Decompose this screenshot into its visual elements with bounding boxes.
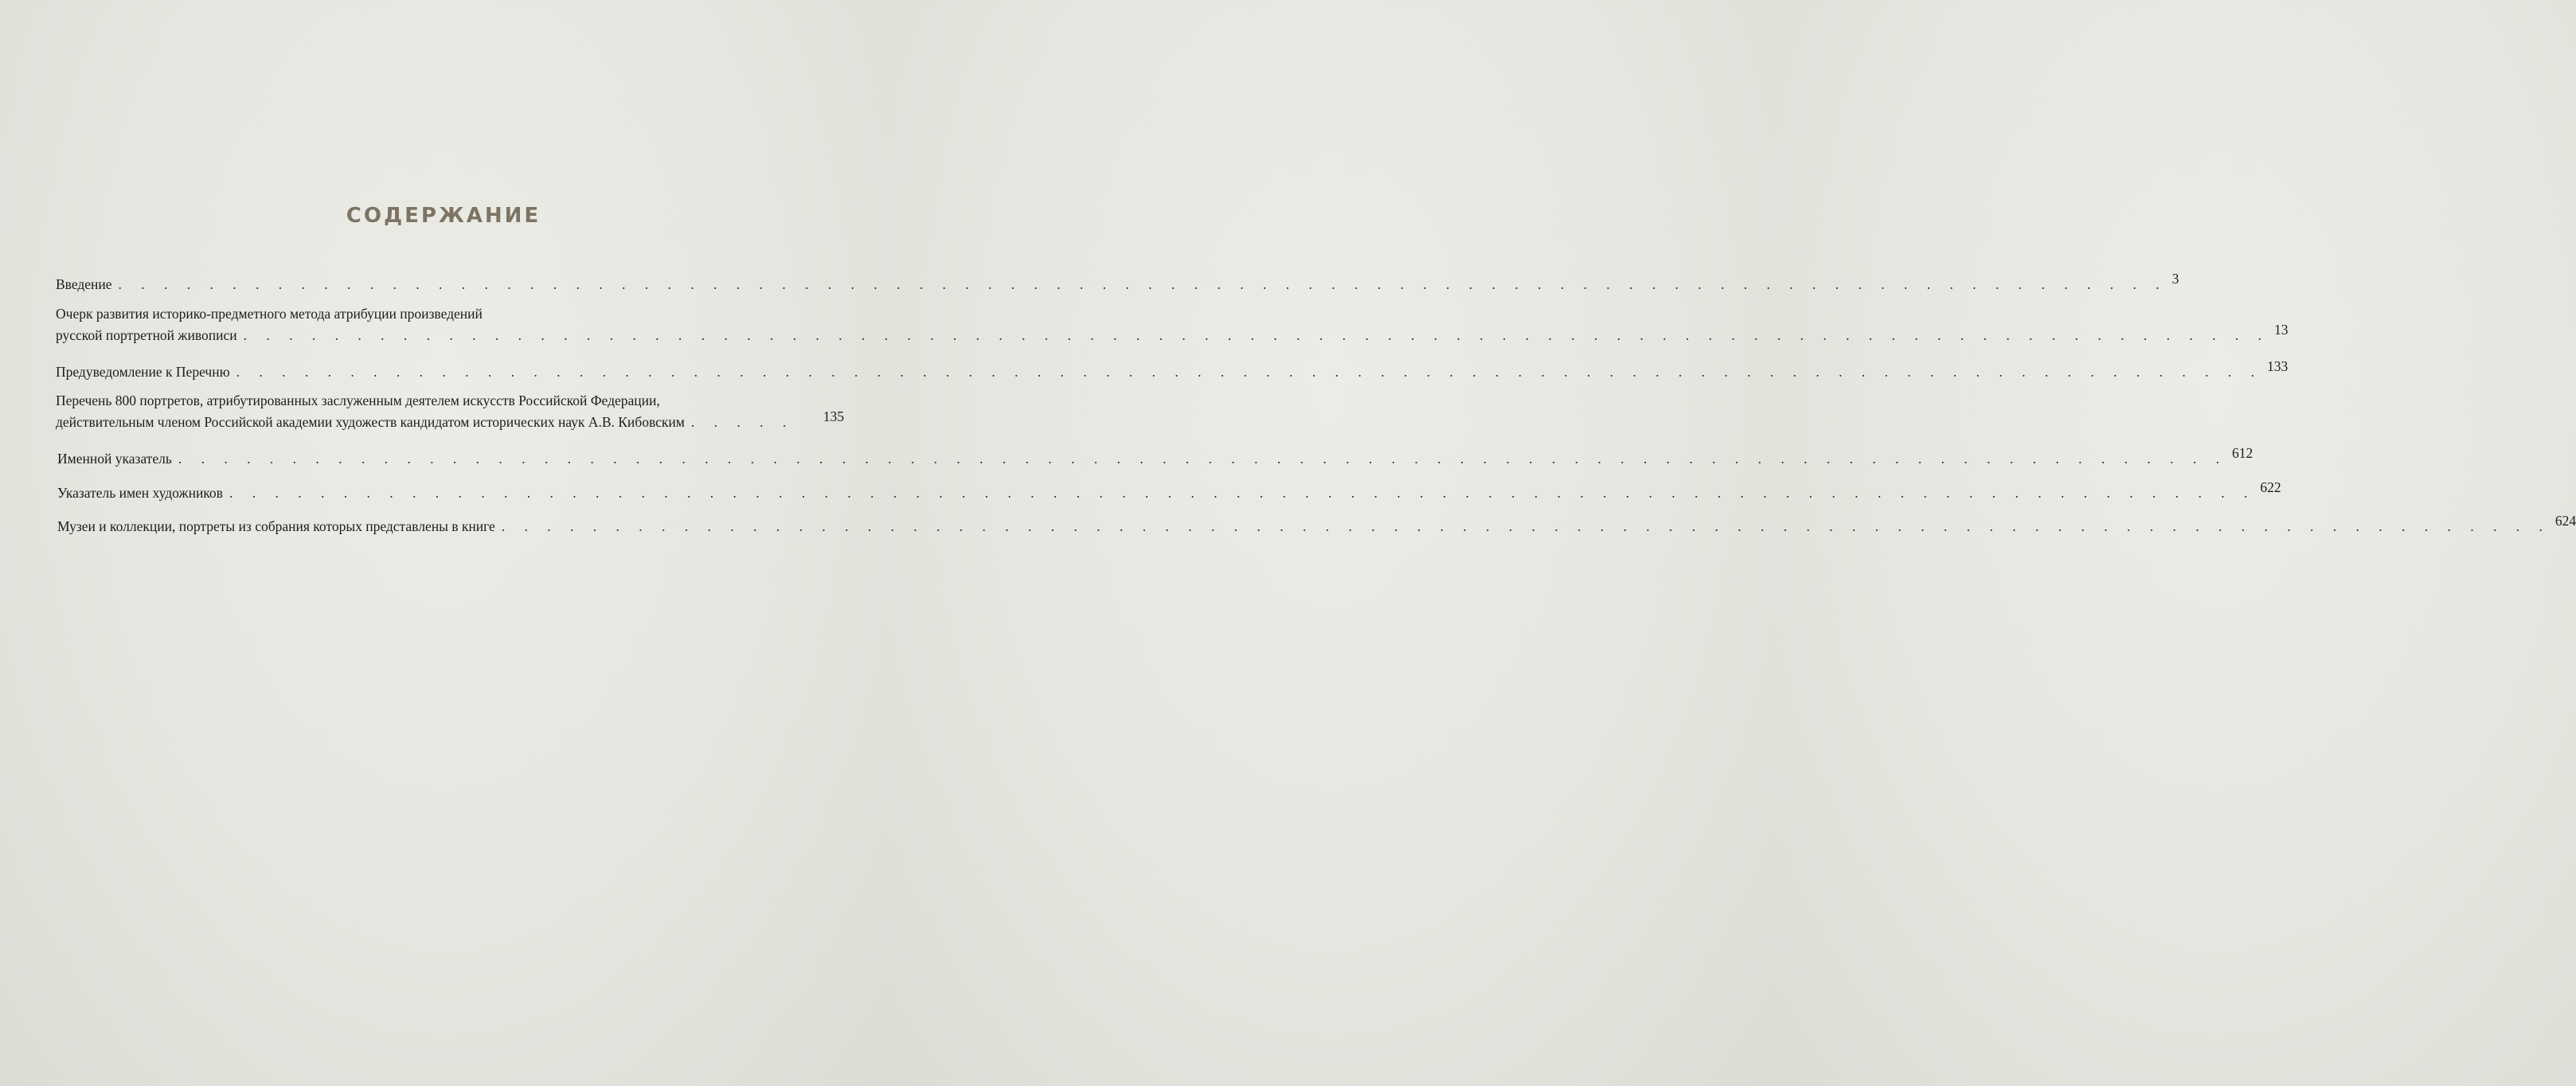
dot-leader: . . . . . . . . . . . . . . . . . . . . . . . . . . . . . . . . . . . . . . . . . . . . . . . . . . . . . . . . . . . . . . . . . . . . . . . . . . . . . . . . . . . . . . . . . bbox=[236, 364, 2263, 380]
toc-entry-text: Указатель имен художников bbox=[57, 485, 223, 501]
toc-entry-text: русской портретной живописи bbox=[56, 327, 237, 343]
toc-entry-text: Предуведомление к Перечню bbox=[56, 364, 230, 380]
toc-entry-text: Именной указатель bbox=[57, 451, 172, 467]
toc-page-number: 624 bbox=[2555, 513, 2576, 529]
toc-page-number: 13 bbox=[2274, 322, 2289, 338]
toc-page-number: 133 bbox=[2267, 358, 2289, 374]
dot-leader: . . . . . . . . . . . . . . . . . . . . . . . . . . . . . . . . . . . . . . . . . . . . . . . . . . . . . . . . . . . . . . . . . . . . . . . . . . . . . . . . . . . . . . . . . bbox=[243, 327, 2270, 343]
dot-leader: . . . . . . . . . . . . . . . . . . . . . . . . . . . . . . . . . . . . . . . . . . . . . . . . . . . . . . . . . . . . . . . . . . . . . . . . . . . . . . . . . . . . . . . . . bbox=[229, 485, 2256, 501]
toc-entry-text: Музеи и коллекции, портреты из собрания которых представлены в книге bbox=[57, 518, 495, 534]
toc-entry-text: Очерк развития историко-предметного метода атрибуции произведений bbox=[56, 306, 483, 322]
toc-entry-introduction bbox=[56, 271, 2179, 295]
toc-entry-essay bbox=[56, 303, 2289, 346]
dot-leader: . . . . . . . . . . . . . . . . . . . . . . . . . . . . . . . . . . . . . . . . . . . . . . . . . . . . . . . . . . . . . . . . . . . . . . . . . . . . . . . . . . . . . . . . . . bbox=[118, 276, 2168, 292]
toc-entry-text: Введение bbox=[56, 276, 112, 292]
toc-page-number: 135 bbox=[823, 408, 844, 424]
toc-entry-artist-index bbox=[57, 479, 2281, 504]
toc-page-number: 3 bbox=[2171, 271, 2179, 287]
toc-page-number: 622 bbox=[2260, 479, 2281, 495]
toc-entry-list bbox=[56, 390, 844, 433]
toc-entry-text: Перечень 800 портретов, атрибутированных заслуженным деятелем искусств Российской Федерации, bbox=[56, 393, 660, 408]
dot-leader: . . . . . . . . . . . . . . . . . . . . . . . . . . . . . . . . . . . . . . . . . . . . . . . . . . . . . . . . . . . . . . . . . . . . . . . . . . . . . . . . . . . . . . . . . . bbox=[501, 518, 2551, 534]
page-title: СОДЕРЖАНИЕ bbox=[346, 204, 541, 228]
toc-entry-text: действительным членом Российской академии художеств кандидатом исторических наук А.В. Кибовским bbox=[56, 414, 685, 430]
dot-leader: . . . . . . . . . . . . . . . . . . . . . . . . . . . . . . . . . . . . . . . . . . . . . . . . . . . . . . . . . . . . . . . . . . . . . . . . . . . . . . . . . . . . . . . . . . bbox=[178, 451, 2227, 467]
toc-entry-preface bbox=[56, 358, 2289, 383]
dot-leader: . . . . . bbox=[690, 414, 795, 430]
toc-entry-name-index bbox=[57, 445, 2254, 470]
toc-entry-museums bbox=[57, 513, 2576, 537]
toc-page-number: 612 bbox=[2231, 445, 2254, 461]
